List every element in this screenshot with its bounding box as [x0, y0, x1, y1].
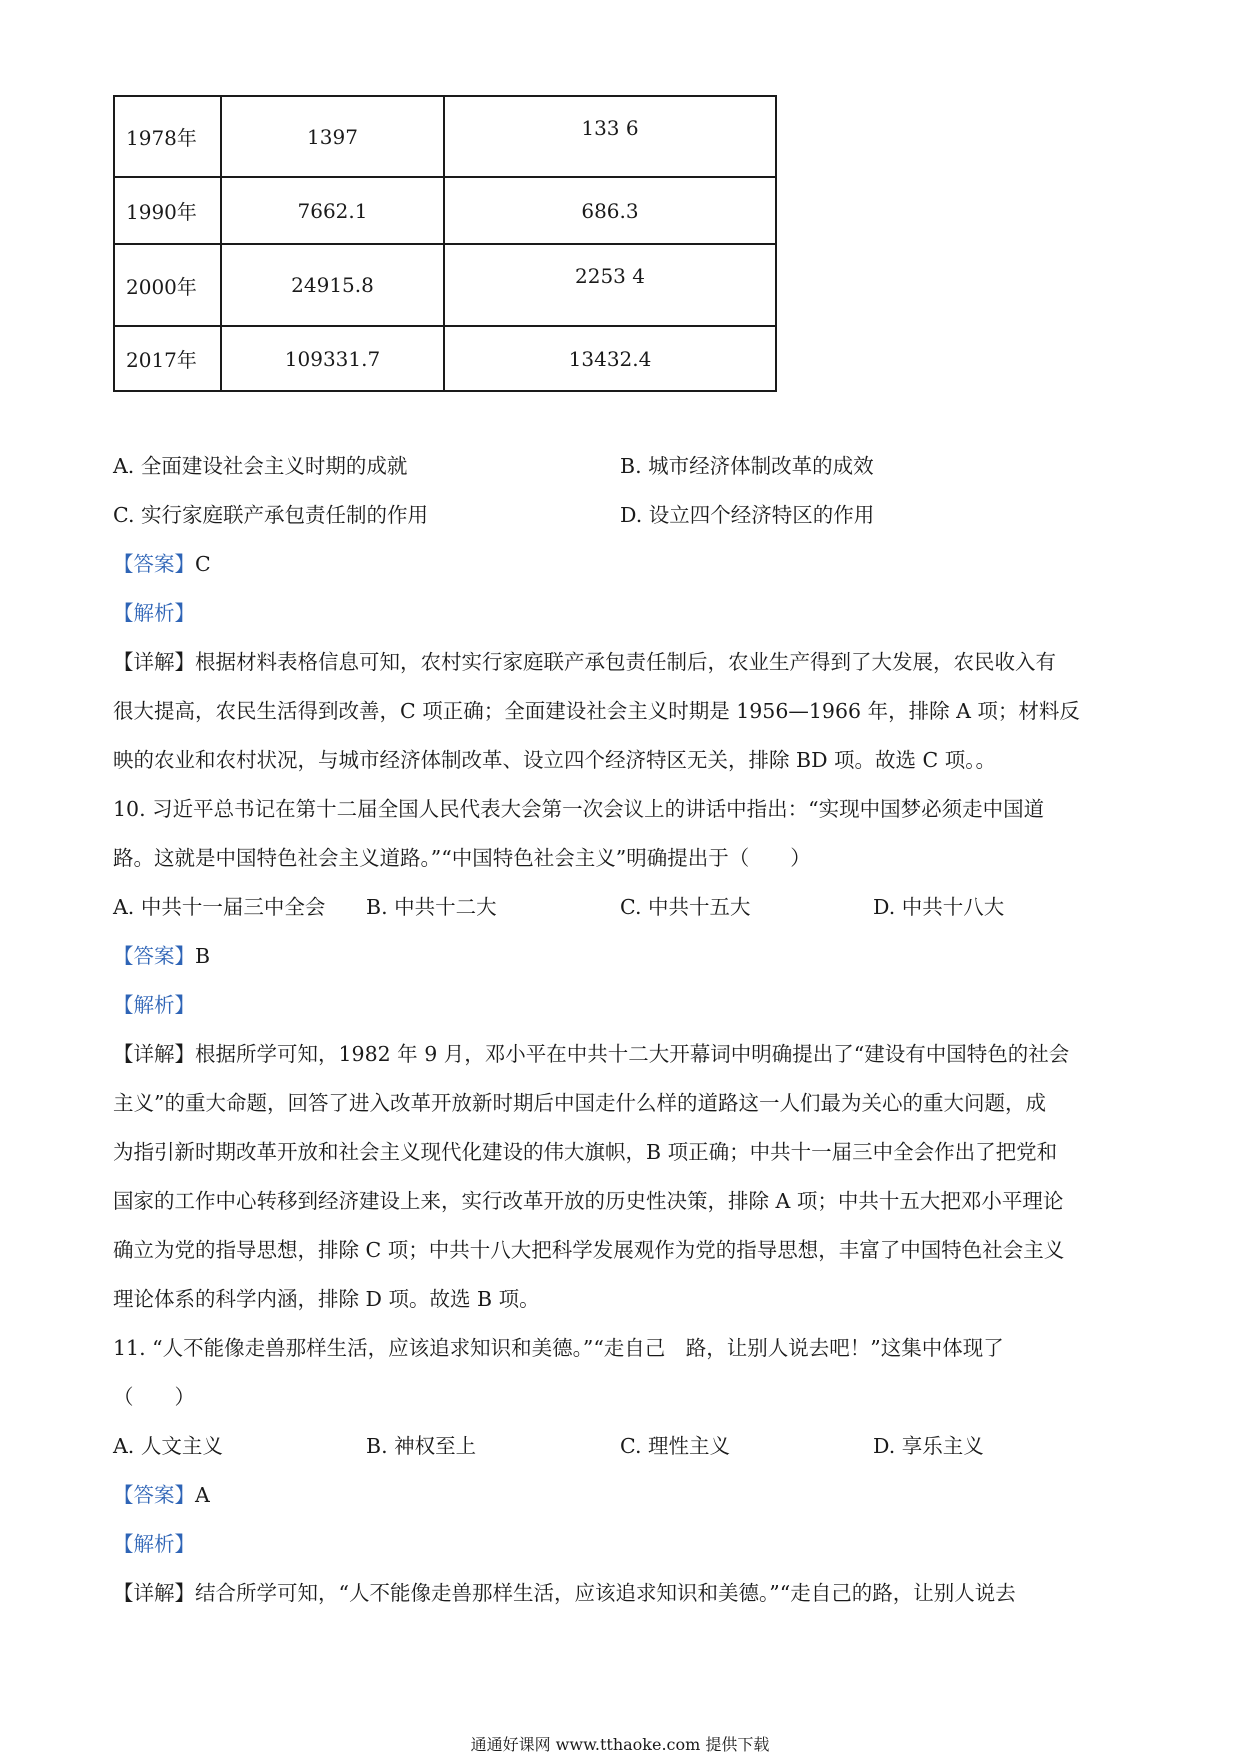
detail-tag: 【详解】 [113, 650, 195, 674]
q9-option-a: A. 全面建设社会主义时期的成就 [113, 454, 408, 478]
q9-analysis [113, 599, 195, 627]
table-cell: 7662.1 [221, 177, 444, 244]
detail-text: 根据所学可知，1982 年 9 月，邓小平在中共十二大开幕词中明确提出了“建设有中国特色的社会 [195, 1042, 1070, 1066]
answer-tag: 【答案】 [113, 552, 195, 576]
analysis-tag: 【解析】 [113, 1532, 195, 1556]
q10-answer [113, 942, 210, 970]
q10-detail-line: 确立为党的指导思想，排除 C 项；中共十八大把科学发展观作为党的指导思想，丰富了中国特色社会主义 [113, 1238, 1065, 1262]
answer-value: B [195, 944, 211, 968]
table-cell-year: 1978年 [114, 96, 221, 177]
q11-detail-line [113, 1579, 1016, 1607]
q11-answer [113, 1481, 210, 1509]
data-table [113, 95, 777, 392]
table-cell-year: 1990年 [114, 177, 221, 244]
q10-stem-line: 10. 习近平总书记在第十二届全国人民代表大会第一次会议上的讲话中指出：“实现中国梦必须走中国道 [113, 797, 1045, 821]
detail-text: 根据材料表格信息可知，农村实行家庭联产承包责任制后，农业生产得到了大发展，农民收入有 [195, 650, 1056, 674]
table-cell-year: 2000年 [114, 244, 221, 326]
table-row [114, 244, 776, 326]
q10-option-c: C. 中共十五大 [620, 895, 751, 919]
table-cell: 13432.4 [444, 326, 776, 391]
q10-detail-line: 国家的工作中心转移到经济建设上来，实行改革开放的历史性决策，排除 A 项；中共十五大把邓小平理论 [113, 1189, 1064, 1213]
answer-tag: 【答案】 [113, 1483, 195, 1507]
q9-detail-line: 映的农业和农村状况，与城市经济体制改革、设立四个经济特区无关，排除 BD 项。故选 C 项。。 [113, 748, 996, 772]
q10-option-a: A. 中共十一届三中全会 [113, 895, 326, 919]
analysis-tag: 【解析】 [113, 601, 195, 625]
table-cell: 2253 4 [444, 244, 776, 326]
q9-detail-line [113, 648, 1056, 676]
q11-option-d: D. 享乐主义 [873, 1434, 984, 1458]
q10-analysis [113, 991, 195, 1019]
q11-option-b: B. 神权至上 [366, 1434, 477, 1458]
detail-text: 结合所学可知，“人不能像走兽那样生活，应该追求知识和美德。”“走自己的路，让别人说去 [195, 1581, 1016, 1605]
table-cell: 24915.8 [221, 244, 444, 326]
answer-value: C [195, 552, 211, 576]
q9-option-c: C. 实行家庭联产承包责任制的作用 [113, 503, 428, 527]
table-row [114, 96, 776, 177]
analysis-tag: 【解析】 [113, 993, 195, 1017]
data-table-wrap [113, 95, 777, 392]
q11-stem-line: 11. “人不能像走兽那样生活，应该追求知识和美德。”“走自己 路，让别人说去吧！”这集中体现了 [113, 1336, 1004, 1360]
q11-option-a: A. 人文主义 [113, 1434, 223, 1458]
table-row [114, 177, 776, 244]
page-footer: 通通好课网 www.tthaoke.com 提供下载 [470, 1735, 770, 1754]
answer-tag: 【答案】 [113, 944, 195, 968]
q11-analysis [113, 1530, 195, 1558]
q10-detail-line: 理论体系的科学内涵，排除 D 项。故选 B 项。 [113, 1287, 540, 1311]
q9-option-d: D. 设立四个经济特区的作用 [620, 503, 875, 527]
table-cell: 686.3 [444, 177, 776, 244]
q11-stem-line: （ ） [113, 1385, 195, 1409]
table-cell-year: 2017年 [114, 326, 221, 391]
q9-answer [113, 550, 211, 578]
q10-stem-line: 路。这就是中国特色社会主义道路。”“中国特色社会主义”明确提出于（ ） [113, 846, 811, 870]
q10-detail-line: 主义”的重大命题，回答了进入改革开放新时期后中国走什么样的道路这一人们最为关心的重大问题，成 [113, 1091, 1046, 1115]
answer-value: A [195, 1483, 210, 1507]
table-cell: 1397 [221, 96, 444, 177]
q9-option-b: B. 城市经济体制改革的成效 [620, 454, 874, 478]
q10-option-d: D. 中共十八大 [873, 895, 1005, 919]
detail-tag: 【详解】 [113, 1042, 195, 1066]
q10-option-b: B. 中共十二大 [366, 895, 497, 919]
table-row [114, 326, 776, 391]
table-cell: 109331.7 [221, 326, 444, 391]
q9-detail-line: 很大提高，农民生活得到改善，C 项正确；全面建设社会主义时期是 1956—1966 年，排除 A 项；材料反 [113, 699, 1080, 723]
q11-option-c: C. 理性主义 [620, 1434, 730, 1458]
q10-detail-line: 为指引新时期改革开放和社会主义现代化建设的伟大旗帜，B 项正确；中共十一届三中全会作出了把党和 [113, 1140, 1058, 1164]
q10-detail-line [113, 1040, 1069, 1068]
table-cell: 133 6 [444, 96, 776, 177]
detail-tag: 【详解】 [113, 1581, 195, 1605]
